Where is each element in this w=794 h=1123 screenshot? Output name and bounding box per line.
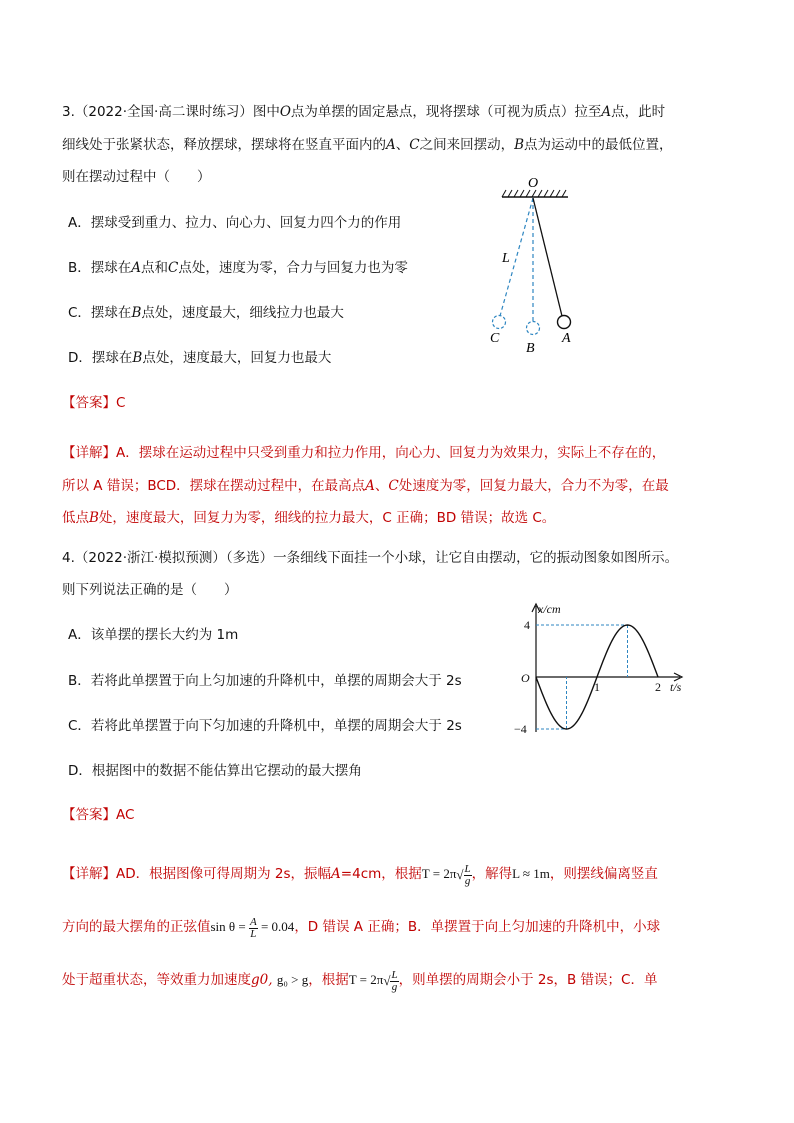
y-tick-4: 4 — [524, 618, 530, 632]
option-text: D．摆球在 — [68, 350, 133, 366]
q4-stem-line-1: 4.（2022·浙江·模拟预测）（多选）一条细线下面挂一个小球，让它自由摆动，它的振动图象如图所示。 — [62, 550, 679, 566]
string-a — [533, 198, 562, 316]
frac-den: g — [391, 980, 398, 993]
origin-label: O — [521, 671, 530, 685]
q3-stem-text: 之间来回摆动， — [419, 137, 515, 153]
q4-detail-line-2 — [62, 915, 660, 940]
q3-detail-line-2 — [62, 474, 669, 494]
detail-text: 处速度为零，回复力最大，合力不为零，在最 — [398, 478, 669, 494]
q3-stem-line-2 — [62, 133, 673, 153]
g0-compare: g₀ > g — [276, 972, 309, 987]
option-text: B．摆球在 — [68, 260, 132, 276]
q4-answer — [62, 803, 134, 823]
formula-t: T = 2π — [421, 866, 457, 881]
option-text: 点处，速度最大，回复力也最大 — [142, 350, 332, 366]
option-text: 点处，速度最大，细线拉力也最大 — [141, 305, 344, 321]
option-text: 点和 — [141, 260, 169, 276]
q3-answer — [62, 391, 125, 411]
var-a: A — [601, 104, 612, 120]
label-l: L — [502, 251, 510, 266]
formula-value: = 0.04 — [260, 919, 295, 934]
var-b: B — [132, 350, 143, 366]
fraction-l-g — [390, 970, 398, 993]
frac-num: L — [391, 968, 398, 981]
var-c: C — [168, 260, 179, 276]
option-text: C．摆球在 — [68, 305, 132, 321]
detail-text: 低点 — [62, 510, 89, 526]
y-axis-label: x/cm — [538, 602, 561, 616]
detail-text: 处，速度最大，回复力为零，细线的拉力最大，C 正确；BD 错误；故选 C。 — [98, 510, 556, 526]
var-b: B — [514, 137, 525, 153]
fraction-a-l — [249, 917, 258, 940]
q3-detail-line-3 — [62, 506, 555, 526]
sine-formula — [210, 915, 295, 940]
detail-text: ，解得 — [471, 866, 513, 882]
frac-num: A — [249, 915, 257, 928]
q4-option-d[interactable]: D．根据图中的数据不能估算出它摆动的最大摆角 — [68, 763, 362, 779]
q3-option-d[interactable] — [68, 346, 331, 366]
ceiling-hatch — [502, 190, 566, 197]
oscillation-chart — [500, 598, 700, 738]
q3-option-a[interactable]: A．摆球受到重力、拉力、向心力、回复力四个力的作用 — [68, 215, 402, 231]
detail-label: 【详解】 — [62, 866, 116, 882]
x-axis-label: t/s — [670, 680, 682, 694]
option-text: 点处，速度为零，合力与回复力也为零 — [178, 260, 408, 276]
q3-option-b[interactable] — [68, 256, 408, 276]
frac-den: g — [464, 874, 471, 887]
ball-a — [558, 316, 571, 329]
q4-option-c[interactable]: C．若将此单摆置于向下匀加速的升降机中，单摆的周期会大于 2s — [68, 718, 462, 734]
ball-c — [493, 316, 506, 329]
formula-sin: sin θ = — [210, 919, 246, 934]
detail-text: A．摆球在运动过程中只受到重力和拉力作用，向心力、回复力为效果力，实际上不存在的， — [116, 445, 666, 461]
frac-den: L — [250, 927, 257, 940]
var-c: C — [388, 478, 399, 494]
q4-detail-line-1 — [62, 862, 658, 887]
q3-stem-text: 、 — [395, 137, 410, 153]
q4-detail-line-3 — [62, 968, 657, 993]
frac-num: L — [464, 862, 471, 875]
detail-text: 、 — [374, 478, 389, 494]
label-o: O — [528, 176, 539, 191]
q3-stem-line-3: 则在摆动过程中（ ） — [62, 169, 211, 185]
detail-text: 处于超重状态，等效重力加速度 — [62, 972, 251, 988]
detail-text: ，则摆线偏离竖直 — [549, 866, 658, 882]
q3-stem-text: 点为运动中的最低位置， — [524, 137, 673, 153]
var-a: A — [386, 137, 396, 153]
formula-t: T = 2π — [348, 972, 384, 987]
detail-text: =4cm，根据 — [340, 866, 422, 882]
x-tick-2: 2 — [655, 680, 661, 694]
label-c: C — [490, 331, 500, 346]
var-g0: g0, — [251, 972, 273, 988]
answer-label: 【答案】 — [62, 807, 116, 823]
label-b: B — [526, 341, 535, 356]
q3-stem-text: 点为单摆的固定悬点，现将摆球（可视为质点）拉至 — [290, 104, 602, 120]
q3-stem-text: 点，此时 — [611, 104, 666, 120]
var-c: C — [409, 137, 420, 153]
answer-value: AC — [116, 807, 135, 823]
y-tick-minus-4: −4 — [514, 722, 527, 736]
var-a: A — [131, 260, 142, 276]
q4-option-b[interactable]: B．若将此单摆置于向上匀加速的升降机中，单摆的周期会大于 2s — [68, 673, 462, 689]
fraction-l-g — [464, 864, 472, 887]
label-a: A — [562, 331, 571, 346]
var-a: A — [365, 478, 375, 494]
sqrt-sign: √ — [383, 973, 391, 989]
var-b: B — [131, 305, 142, 321]
q3-stem-text: 细线处于张紧状态，释放摆球，摆球将在竖直平面内的 — [62, 137, 386, 153]
detail-text: 方向的最大摆角的正弦值 — [62, 919, 211, 935]
sqrt-sign: √ — [456, 867, 464, 883]
var-o: O — [279, 104, 291, 120]
q3-detail-line-1 — [62, 441, 665, 461]
x-tick-1: 1 — [594, 680, 600, 694]
pendulum-figure — [490, 170, 600, 360]
q3-option-c[interactable] — [68, 301, 344, 321]
answer-value: C — [116, 395, 126, 411]
detail-text: 所以 A 错误；BCD．摆球在摆动过程中，在最高点 — [62, 478, 366, 494]
length-result: L ≈ 1m — [512, 866, 550, 881]
var-a: A — [331, 866, 341, 882]
detail-text: ，D 错误 A 正确；B．单摆置于向上匀加速的升降机中，小球 — [294, 919, 661, 935]
var-b: B — [89, 510, 99, 526]
q4-option-a[interactable]: A．该单摆的摆长大约为 1m — [68, 627, 239, 643]
q3-stem-text: 3.（2022·全国·高二课时练习）图中 — [62, 104, 280, 120]
period-formula — [348, 968, 399, 993]
answer-label: 【答案】 — [62, 395, 116, 411]
detail-text: ，根据 — [308, 972, 349, 988]
period-formula — [421, 862, 472, 887]
detail-text: AD．根据图像可得周期为 2s，振幅 — [116, 866, 332, 882]
q4-stem-line-2: 则下列说法正确的是（ ） — [62, 582, 238, 598]
q3-stem-line-1 — [62, 100, 665, 120]
detail-label: 【详解】 — [62, 445, 116, 461]
ball-b — [527, 322, 540, 335]
detail-text: ，则单摆的周期会小于 2s，B 错误；C．单 — [398, 972, 658, 988]
